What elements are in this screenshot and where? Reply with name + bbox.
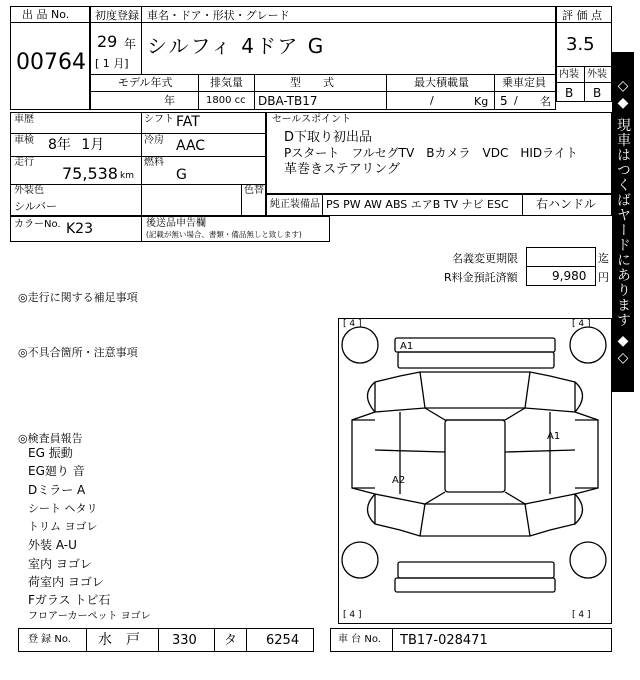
- inspector-line: 外装 A-U: [28, 538, 77, 552]
- inspector-line: シート ヘタリ: [28, 502, 98, 515]
- recycle-unit: 円: [598, 271, 609, 284]
- inspector-line: フロアーカーペット ヨゴレ: [28, 611, 151, 622]
- first-reg-month: [ 1 月]: [95, 57, 129, 70]
- reg-no-label: 登 録 No.: [28, 634, 71, 645]
- color-no-value: K23: [66, 221, 93, 237]
- reg-number: 6254: [266, 633, 300, 648]
- inspector-line: Dミラー A: [28, 483, 86, 497]
- capacity-slash: /: [514, 94, 518, 107]
- sales-point-line-1: D下取り初出品: [284, 130, 373, 145]
- sales-points-label: セールスポイント: [272, 114, 352, 125]
- max-load-unit: Kg: [474, 95, 489, 108]
- rating-score: 3.5: [566, 34, 595, 55]
- reg-kana: タ: [224, 633, 238, 648]
- lot-label: 出 品 No.: [22, 8, 70, 21]
- exterior-color-value: シルバー: [14, 200, 57, 213]
- shift-value: FAT: [176, 114, 200, 130]
- interior-label: 内装: [559, 69, 579, 80]
- exterior-label: 外装: [587, 69, 607, 80]
- first-reg-label: 初度登録: [95, 9, 139, 22]
- name-change-label: 名義変更期限: [452, 252, 518, 265]
- max-load-label: 最大積載量: [414, 76, 469, 89]
- chassis-no: TB17-028471: [400, 633, 488, 648]
- name-change-unit: 迄: [598, 252, 609, 265]
- inspector-label: ◎検査員報告: [18, 432, 83, 445]
- capacity: 5: [500, 94, 508, 108]
- car-name-label: 車名・ドア・形状・グレード: [147, 9, 290, 22]
- model-type: DBA-TB17: [258, 94, 318, 108]
- first-reg-year-unit: 年: [124, 37, 137, 51]
- inspector-line: EG 振動: [28, 446, 73, 460]
- fuel-value: G: [176, 167, 187, 183]
- reg-area: 水 戸: [98, 632, 140, 648]
- damage-mark-front-bumper: A1: [400, 341, 414, 352]
- fuel-label: 燃料: [144, 157, 164, 168]
- recycle-value: 9,980: [552, 269, 587, 283]
- yard-location-banner: ◇◆ 現車はつくばヤードにあります ◆◇: [612, 52, 634, 392]
- capacity-unit: 名: [540, 95, 551, 108]
- chassis-no-label: 車 台 No.: [338, 634, 381, 645]
- max-load-slash: /: [430, 94, 434, 107]
- model-type-label: 型 式: [290, 76, 334, 89]
- inspection-label: 車検: [14, 135, 34, 146]
- model-year-label: モデル年式: [118, 76, 173, 89]
- tire-front-right: [ 4 ]: [572, 319, 591, 329]
- displacement-label: 排気量: [210, 76, 243, 89]
- sales-point-line-3: 革巻きステアリング: [284, 162, 400, 177]
- mileage-value: 75,538: [62, 164, 118, 183]
- shift-label: シフト: [144, 114, 174, 125]
- color-change-label: 色替: [244, 185, 264, 196]
- docs-label: 後送品申告欄: [146, 218, 206, 229]
- displacement: 1800 cc: [206, 95, 246, 106]
- aircon-value: AAC: [176, 138, 206, 154]
- inspector-line: EG廻り 音: [28, 464, 85, 478]
- inspector-line: 荷室内 ヨゴレ: [28, 575, 104, 589]
- inspector-line: トリム ヨゴレ: [28, 520, 98, 533]
- reg-class: 330: [172, 633, 197, 648]
- inspector-line: 室内 ヨゴレ: [28, 557, 92, 571]
- tire-rear-left: [ 4 ]: [343, 610, 362, 620]
- aircon-label: 冷房: [144, 135, 164, 146]
- exterior-grade: B: [593, 86, 602, 100]
- first-reg-year: 29: [97, 32, 118, 51]
- damage-mark-right-side: A1: [547, 431, 561, 442]
- car-name: シルフィ 4ドア G: [147, 34, 326, 58]
- docs-note: (記載が無い場合、書類・備品無しと致します): [146, 230, 302, 239]
- damage-mark-left-side: A2: [392, 475, 406, 486]
- interior-grade: B: [565, 86, 574, 100]
- rating-label: 評 価 点: [562, 9, 602, 22]
- color-no-label: カラーNo.: [14, 219, 61, 230]
- equipment-items: PS PW AW ABS エアB TV ナビ ESC: [326, 198, 509, 211]
- model-year-unit: 年: [164, 94, 175, 107]
- recycle-label: R料金預託済額: [444, 271, 518, 284]
- lot-number: 00764: [16, 50, 86, 75]
- sales-point-line-2: Pスタート フルセグTV Bカメラ VDC HIDライト: [284, 146, 578, 160]
- capacity-label: 乗車定員: [502, 76, 546, 89]
- equipment-label: 純正装備品: [270, 199, 320, 210]
- tire-front-left: [ 4 ]: [343, 319, 362, 329]
- mileage-unit: km: [120, 171, 134, 181]
- mileage-label: 走行: [14, 157, 34, 168]
- inspection-value: 8年 1月: [48, 137, 105, 153]
- driving-notes-label: ◎走行に関する補足事項: [18, 291, 138, 304]
- exterior-color-label: 外装色: [14, 185, 44, 196]
- history-label: 車歴: [14, 114, 34, 125]
- steering-side: 右ハンドル: [536, 197, 597, 211]
- tire-rear-right: [ 4 ]: [572, 610, 591, 620]
- defects-label: ◎不具合箇所・注意事項: [18, 346, 138, 359]
- inspector-line: Fガラス トビ石: [28, 593, 111, 607]
